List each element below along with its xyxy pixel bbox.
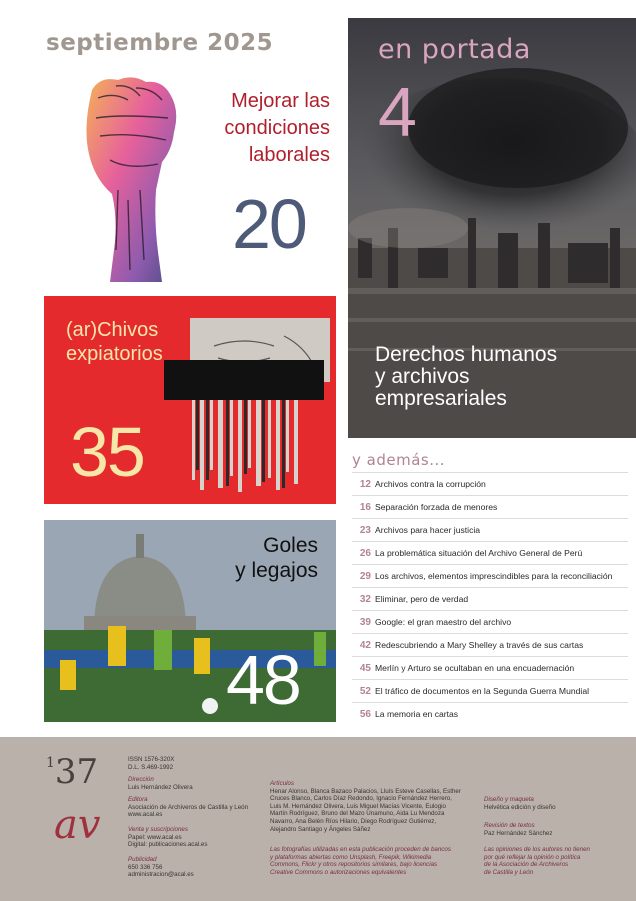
contents-item[interactable] (352, 633, 628, 656)
contents-item-page: 32 (359, 593, 371, 605)
direccion-value: Luis Hernández Olivera (128, 783, 193, 791)
ademas-heading: y además... (352, 451, 446, 469)
opiniones-line: de Castilla y León (484, 868, 534, 876)
goles-title-line: y legajos (235, 559, 318, 582)
chivos-title[interactable] (66, 318, 163, 366)
contents-item-title: Separación forzada de menores (375, 502, 498, 512)
contents-item[interactable] (352, 564, 628, 587)
contents-item-title: La problemática situación del Archivo General de Perú (375, 548, 583, 558)
direccion-label: Dirección (128, 776, 154, 783)
acal-logo: av (54, 802, 101, 848)
direccion-block (128, 776, 258, 791)
contents-item-page: 26 (359, 547, 371, 559)
contents-item[interactable] (352, 472, 628, 495)
contents-item-title: Archivos contra la corrupción (375, 479, 486, 489)
feature-title-line: laborales (248, 144, 330, 166)
editora-label: Editora (128, 796, 148, 803)
articulos-line: Luis M. Hernández Olivera, Luis Miguel Macías Vicente, Eulogio (270, 802, 446, 810)
feature-title-line: condiciones (224, 117, 330, 139)
cover-story-label: en portada (378, 34, 531, 65)
cover-story-title-line: Derechos humanos (375, 343, 558, 366)
publicidad-label: Publicidad (128, 856, 157, 863)
opiniones-line: por qué reflejar la opinión o política (484, 853, 581, 861)
fotos-line: Commons, Flickr y otros repositorios similares, bajo licencias (270, 861, 438, 869)
goles-title[interactable] (226, 533, 318, 583)
feature-title-line: Mejorar las (231, 90, 330, 112)
contents-item-page: 45 (359, 662, 371, 674)
fotos-line: Las fotografías utilizadas en esta publicación proceden de bancos (270, 846, 451, 853)
revision-value: Paz Hernández Sánchez (484, 829, 553, 837)
goles-page-number: 48 (226, 641, 300, 719)
publicidad-email[interactable]: administracion@acal.es (128, 871, 194, 879)
articulos-block (270, 780, 474, 833)
cover-story-page-number: 4 (378, 73, 417, 151)
contents-item-title: La memoria en cartas (375, 709, 459, 719)
chivos-title-line: expiatorios (66, 343, 163, 365)
contents-item[interactable] (352, 610, 628, 633)
contents-item-page: 23 (359, 524, 371, 536)
feature-title[interactable] (180, 88, 330, 169)
contents-item-page: 56 (359, 708, 371, 720)
editora-block (128, 796, 268, 819)
contents-list (352, 472, 628, 725)
issue-date: septiembre 2025 (46, 30, 274, 56)
contents-item[interactable] (352, 702, 628, 725)
contents-item[interactable] (352, 656, 628, 679)
contents-item-page: 42 (359, 639, 371, 651)
articulos-label: Artículos (270, 780, 295, 787)
publicidad-block (128, 856, 268, 879)
diseno-value: Helvética edición y diseño (484, 803, 556, 811)
contents-item[interactable] (352, 587, 628, 610)
contents-item-page: 29 (359, 570, 371, 582)
articulos-line: Navarro, Ana Belén Ríos Hilario, Diego Rodríguez Gutiérrez, (270, 817, 437, 825)
contents-item-page: 39 (359, 616, 371, 628)
issue-number (46, 752, 98, 792)
articulos-line: Martín Rodríguez, Bruno del Mazo Unamuno, Aida Lu Mendoza (270, 810, 445, 818)
raised-fist-illustration[interactable] (70, 70, 188, 282)
contents-item-title: El tráfico de documentos en la Segunda Guerra Mundial (375, 686, 590, 696)
contents-item[interactable] (352, 495, 628, 518)
diseno-label: Diseño y maqueta (484, 796, 534, 803)
contents-item-title: Eliminar, pero de verdad (375, 594, 469, 604)
contents-item-title: Redescubriendo a Mary Shelley a través de sus cartas (375, 640, 584, 650)
issue-number-prefix: 1 (46, 755, 55, 771)
venta-paper[interactable]: Papel: www.acal.es (128, 833, 182, 841)
cover-story-title-line: empresariales (375, 387, 507, 410)
issue-number-value: 37 (54, 752, 99, 792)
articulos-line: Alejandro Santiago y Ángeles Sáñez (270, 825, 371, 833)
opiniones-line: de la Asociación de Archiveros (484, 861, 569, 869)
editora-web[interactable]: www.acal.es (128, 811, 163, 819)
articulos-line: Cruces Blanco, Carlos Díaz Redondo, Ignacio Fernández Herrero, (270, 795, 452, 803)
fotos-line: Creative Commons o autorizaciones equivalentes (270, 868, 407, 876)
venta-digital[interactable]: Digital: publicaciones.acal.es (128, 841, 208, 849)
cover-story-title-line: y archivos (375, 365, 470, 388)
articulos-line: Henar Alonso, Blanca Bazaco Palacios, Lluís Esteve Casellas, Esther (270, 787, 461, 795)
contents-item-title: Merlín y Arturo se ocultaban en una encuadernación (375, 663, 575, 673)
revision-block (484, 822, 624, 837)
cover-story-title[interactable] (375, 344, 615, 410)
opiniones-block (484, 846, 624, 876)
opiniones-line: Las opiniones de los autores no tienen (484, 846, 590, 853)
chivos-title-line: (ar)Chivos (66, 319, 159, 341)
revision-label: Revisión de textos (484, 822, 535, 829)
publicidad-phone: 650 336 756 (128, 863, 163, 871)
contents-item-page: 12 (359, 478, 371, 490)
legal-deposit: D.L. S.469-1992 (128, 764, 174, 771)
contents-item-title: Google: el gran maestro del archivo (375, 617, 512, 627)
contents-item-title: Archivos para hacer justicia (375, 525, 481, 535)
venta-block (128, 826, 268, 849)
venta-label: Venta y suscripciones (128, 826, 188, 833)
contents-item-page: 16 (359, 501, 371, 513)
goles-title-line: Goles (263, 534, 318, 557)
issn: ISSN 1576-320X (128, 756, 175, 763)
contents-item-title: Los archivos, elementos imprescindibles para la reconciliación (375, 571, 613, 581)
editora-value: Asociación de Archiveros de Castilla y León (128, 803, 249, 811)
contents-item[interactable] (352, 518, 628, 541)
contents-item[interactable] (352, 679, 628, 702)
contents-item[interactable] (352, 541, 628, 564)
fotos-block (270, 846, 474, 876)
contents-item-page: 52 (359, 685, 371, 697)
feature-page-number: 20 (232, 185, 306, 263)
chivos-page-number: 35 (70, 413, 144, 491)
diseno-block (484, 796, 624, 811)
fotos-line: y plataformas abiertas como Unsplash, Freepik, Wikimedia (270, 853, 432, 861)
